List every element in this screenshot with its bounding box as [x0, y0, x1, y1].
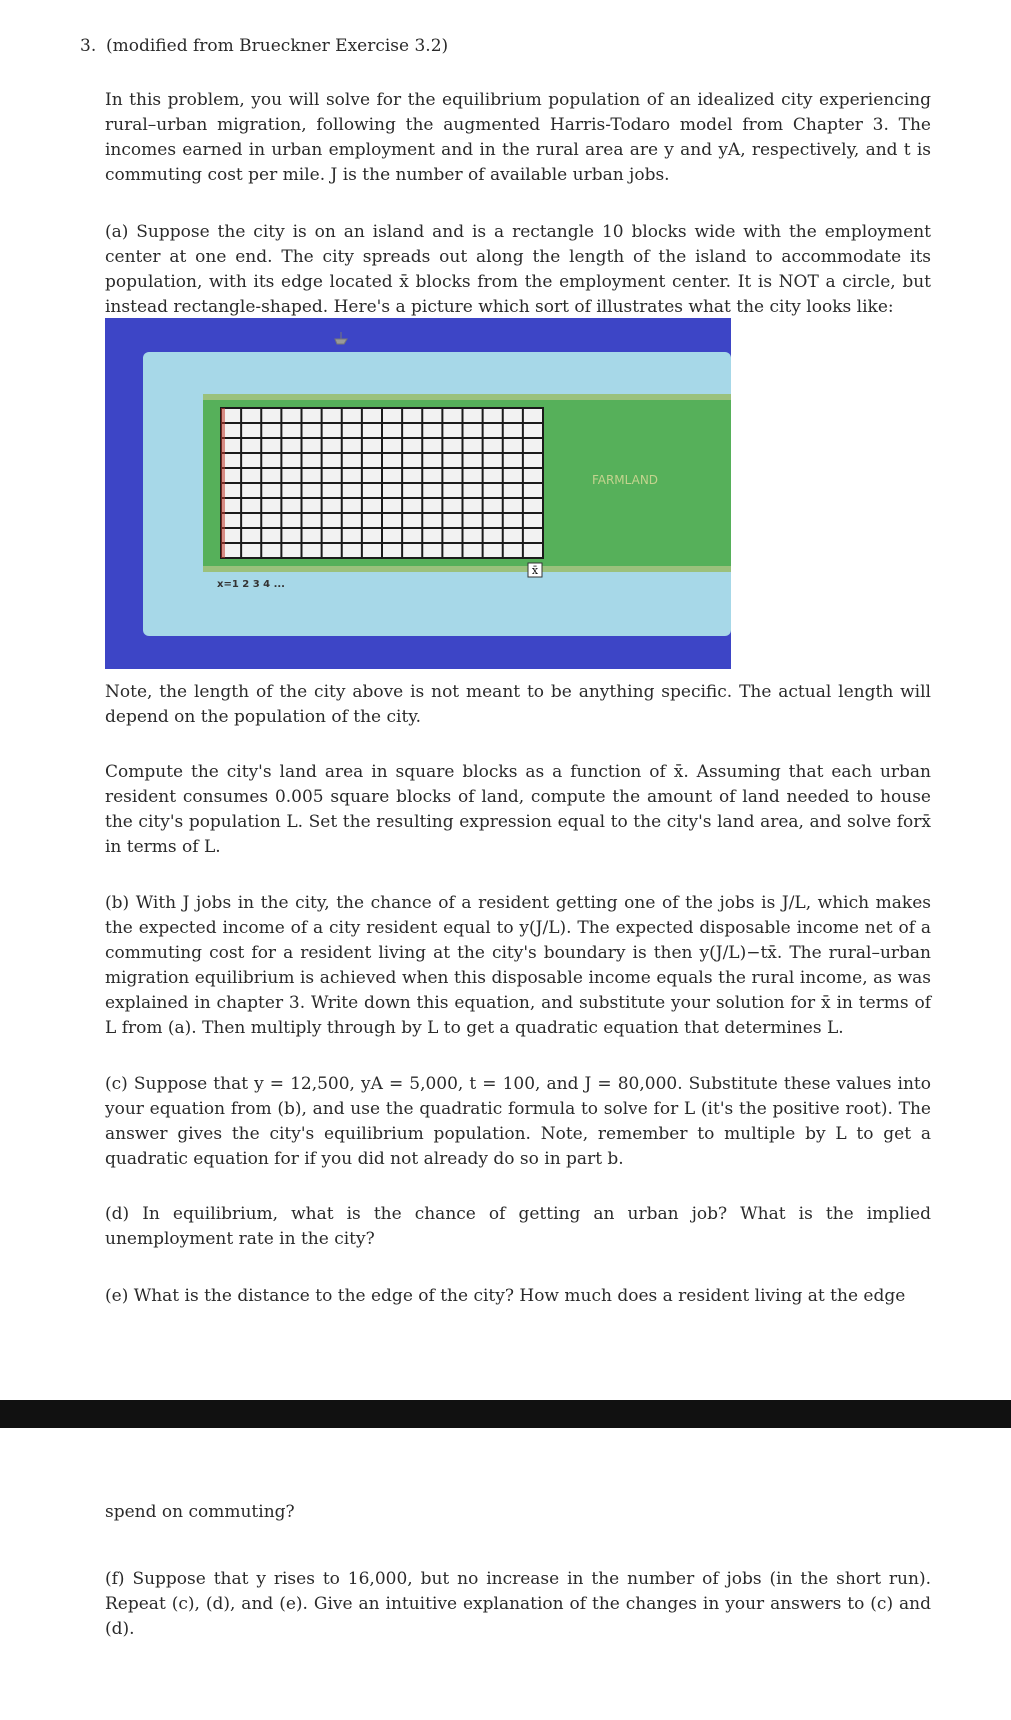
question-heading	[80, 34, 448, 59]
island-edge-top	[203, 394, 731, 400]
note-paragraph: Note, the length of the city above is not meant to be anything specific. The actual length will depend on the population of the city.	[105, 682, 931, 727]
farmland-label: FARMLAND	[591, 473, 659, 487]
part-e-paragraph: (e) What is the distance to the edge of the city? How much does a resident living at the edge	[105, 1286, 906, 1306]
part-d-paragraph: (d) In equilibrium, what is the chance of getting an urban job? What is the implied unemployment rate in the city?	[105, 1204, 931, 1249]
city-grid	[221, 408, 543, 558]
city-island-svg	[105, 318, 731, 669]
x-axis-label: x=1 2 3 4 ...	[217, 579, 285, 590]
part-c-paragraph: (c) Suppose that y = 12,500, yA = 5,000, t = 100, and J = 80,000. Substitute these values into your equation from (b), and use the quadratic formula to solve for L (it's the positive root). The answer gives the city's equilibrium population. Note, remember to multiple by L to get a quadratic equation for if you did not already do so in part b.	[105, 1074, 931, 1169]
part-a-paragraph: (a) Suppose the city is on an island and is a rectangle 10 blocks wide with the employment center at one end. The city spreads out along the length of the island to accommodate its population, with its edge located x̄ blocks from the employment center. It is NOT a circle, but instead rectangle-shaped. Here's a picture which sort of illustrates what the city looks like:	[105, 222, 931, 317]
question-number: 3.	[80, 36, 97, 56]
question-source: (modified from Brueckner Exercise 3.2)	[106, 36, 449, 56]
part-b-paragraph: (b) With J jobs in the city, the chance of a resident getting one of the jobs is J/L, which makes the expected income of a city resident equal to y(J/L). The expected disposable income net of a commuting cost for a resident living at the city's boundary is then y(J/L)−tx̄. The rural–urban migration equilibrium is achieved when this disposable income equals the rural income, as was explained in chapter 3. Write down this equation, and substitute your solution for x̄ in terms of L from (a). Then multiply through by L to get a quadratic equation that determines L.	[105, 893, 931, 1038]
city-island-figure	[105, 318, 731, 669]
x-bar-label: x̄	[531, 564, 539, 577]
part-f-paragraph: (f) Suppose that y rises to 16,000, but no increase in the number of jobs (in the short run). Repeat (c), (d), and (e). Give an intuitive explanation of the changes in your answers to (c) and (d).	[105, 1569, 931, 1639]
page-break-bar	[0, 1400, 1011, 1428]
compute-paragraph: Compute the city's land area in square blocks as a function of x̄. Assuming that each urban resident consumes 0.005 square blocks of land, compute the amount of land needed to house the city's population L. Set the resulting expression equal to the city's land area, and solve forx̄ in terms of L.	[105, 762, 931, 857]
intro-paragraph: In this problem, you will solve for the equilibrium population of an idealized city experiencing rural–urban migration, following the augmented Harris-Todaro model from Chapter 3. The incomes earned in urban employment and in the rural area are y and yA, respectively, and t is commuting cost per mile. J is the number of available urban jobs.	[105, 90, 931, 185]
employment-center-edge	[221, 408, 225, 558]
part-e-continued: spend on commuting?	[105, 1502, 295, 1522]
island-edge-bottom	[203, 566, 731, 572]
